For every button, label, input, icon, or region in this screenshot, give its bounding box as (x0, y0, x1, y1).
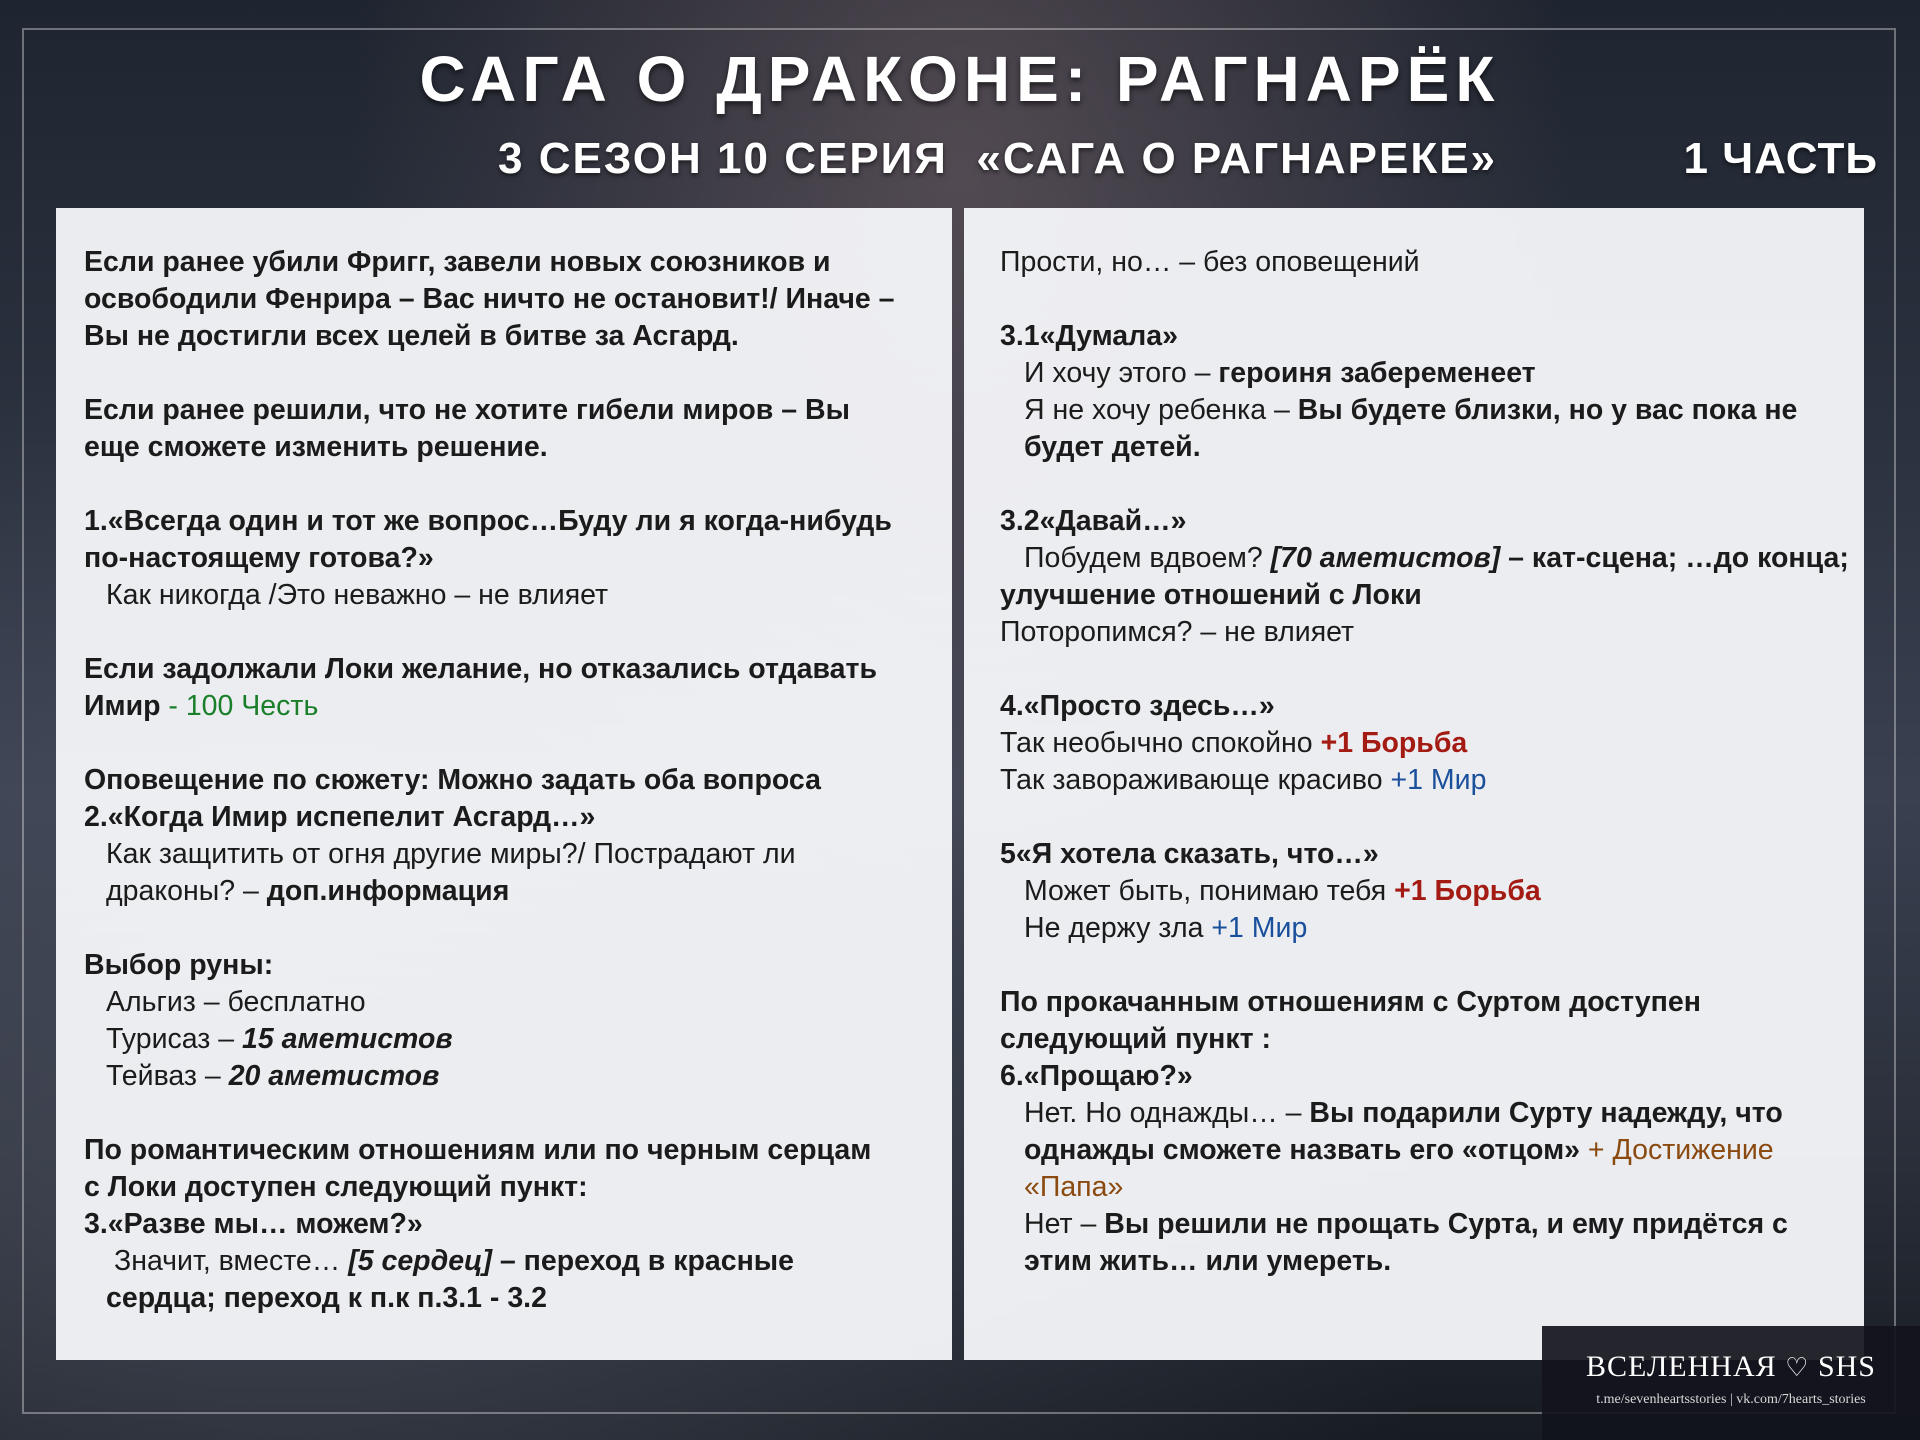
cost-span: 20 аметистов (228, 1060, 440, 1092)
answer-line (84, 873, 924, 910)
cost-span: 15 аметистов (242, 1023, 453, 1055)
text-span: Нет. Но однажды… – (1024, 1097, 1310, 1129)
question-4: 4.«Просто здесь…» (1000, 690, 1275, 722)
text-line (84, 688, 924, 725)
answer-line (1000, 392, 1836, 429)
brand-text: SHS (1817, 1350, 1876, 1383)
answer-line (1000, 910, 1836, 947)
text-span: Так необычно спокойно (1000, 727, 1321, 759)
brand-text: ВСЕЛЕННАЯ (1586, 1350, 1777, 1383)
achievement-name: «Папа» (1024, 1171, 1124, 1203)
episode-subtitle: 3 СЕЗОН 10 СЕРИЯ «САГА О РАГНАРЕКЕ» (498, 134, 1498, 183)
answer-line (84, 1243, 924, 1280)
answer-line: Как защитить от огня другие миры?/ Пострадают ли (106, 838, 796, 870)
text-span: Побудем вдвоем? (1024, 542, 1271, 574)
text-span: Вы подарили Сурту надежду, что (1309, 1097, 1783, 1129)
watermark (1542, 1326, 1920, 1440)
cost-span: [5 сердец] (348, 1245, 492, 1277)
watermark-brand (1542, 1350, 1920, 1384)
answer-line (1000, 1132, 1836, 1169)
achievement-bonus: + Достижение (1587, 1134, 1774, 1166)
question-1: 1.«Всегда один и тот же вопрос…Буду ли я когда-нибудь (84, 505, 892, 537)
text-span: И хочу этого – (1024, 357, 1219, 389)
answer-line: Как никогда /Это неважно – не влияет (106, 579, 609, 611)
rune-option (84, 1058, 924, 1095)
answer-line: Поторопимся? – не влияет (1000, 616, 1355, 648)
question-3-1: 3.1«Думала» (1000, 320, 1178, 352)
text-line: следующий пункт : (1000, 1023, 1271, 1055)
rune-option: Альгиз – бесплатно (106, 986, 366, 1018)
right-panel (964, 208, 1864, 1360)
answer-line (1000, 873, 1836, 910)
text-span: Вы будете близки, но у вас пока не (1297, 394, 1798, 426)
left-panel (56, 208, 952, 1360)
answer-line: Прости, но… – без оповещений (1000, 246, 1420, 278)
question-3-2: 3.2«Давай…» (1000, 505, 1187, 537)
question-6: 6.«Прощаю?» (1000, 1060, 1193, 1092)
answer-line (1000, 540, 1849, 577)
question-5: 5«Я хотела сказать, что…» (1000, 838, 1379, 870)
text-line: освободили Фенрира – Вас ничто не остановит!/ Иначе – (84, 283, 895, 315)
peace-bonus: +1 Мир (1211, 912, 1308, 944)
watermark-links: t.me/sevenheartsstories | vk.com/7hearts_stories (1596, 1392, 1866, 1407)
text-line: с Локи доступен следующий пункт: (84, 1171, 588, 1203)
text-line: Вы не достигли всех целей в битве за Асгард. (84, 320, 739, 352)
page-title: САГА О ДРАКОНЕ: РАГНАРЁК (419, 43, 1501, 115)
heart-icon: ♡ (1785, 1353, 1810, 1382)
answer-line: улучшение отношений с Локи (1000, 579, 1422, 611)
text-span: однажды сможете назвать его «отцом» (1024, 1134, 1588, 1166)
answer-line (1000, 1095, 1836, 1132)
question-3: 3.«Разве мы… можем?» (84, 1208, 423, 1240)
honor-penalty: - 100 Честь (160, 690, 319, 722)
answer-line: этим жить… или умереть. (1024, 1245, 1392, 1277)
text-span: Не держу зла (1024, 912, 1212, 944)
text-span: героиня забеременеет (1218, 357, 1536, 389)
text-span: Турисаз – (106, 1023, 243, 1055)
answer-line (1000, 725, 1836, 762)
text-span: Нет – (1024, 1208, 1105, 1240)
text-span: Тейваз – (106, 1060, 229, 1092)
answer-line: будет детей. (1024, 431, 1201, 463)
text-span: драконы? – (106, 875, 267, 907)
text-line: По прокачанным отношениям с Суртом доступен (1000, 986, 1701, 1018)
rune-title: Выбор руны: (84, 949, 274, 981)
text-span: Вы решили не прощать Сурта, и ему придётся с (1104, 1208, 1788, 1240)
part-label: 1 ЧАСТЬ (1683, 134, 1878, 183)
text-line: Если задолжали Локи желание, но отказались отдавать (84, 653, 877, 685)
answer-line (1000, 762, 1836, 799)
answer-line (1000, 355, 1836, 392)
text-span: – кат-сцена; …до конца; (1500, 542, 1849, 574)
struggle-bonus: +1 Борьба (1394, 875, 1541, 907)
text-span: Я не хочу ребенка – (1024, 394, 1298, 426)
question-2: 2.«Когда Имир испепелит Асгард…» (84, 801, 596, 833)
text-span: доп.информация (266, 875, 510, 907)
peace-bonus: +1 Мир (1390, 764, 1487, 796)
text-span: Значит, вместе… (114, 1245, 349, 1277)
struggle-bonus: +1 Борьба (1320, 727, 1468, 759)
text-line: Если ранее решили, что не хотите гибели миров – Вы (84, 394, 850, 426)
text-line: По романтическим отношениям или по черным серцам (84, 1134, 872, 1166)
answer-line: сердца; переход к п.к п.3.1 - 3.2 (106, 1282, 547, 1314)
question-1-cont: по-настоящему готова?» (84, 542, 434, 574)
answer-line (1000, 1206, 1836, 1243)
rune-option (84, 1021, 924, 1058)
text-line: еще сможете изменить решение. (84, 431, 548, 463)
cost-span: [70 аметистов] (1270, 542, 1501, 574)
story-notice: Оповещение по сюжету: Можно задать оба вопроса (84, 764, 821, 796)
text-span: – переход в красные (491, 1245, 794, 1277)
text-span: Имир (84, 690, 161, 722)
text-span: Так завораживающе красиво (1000, 764, 1391, 796)
text-span: Может быть, понимаю тебя (1024, 875, 1395, 907)
text-line: Если ранее убили Фригг, завели новых союзников и (84, 246, 831, 278)
